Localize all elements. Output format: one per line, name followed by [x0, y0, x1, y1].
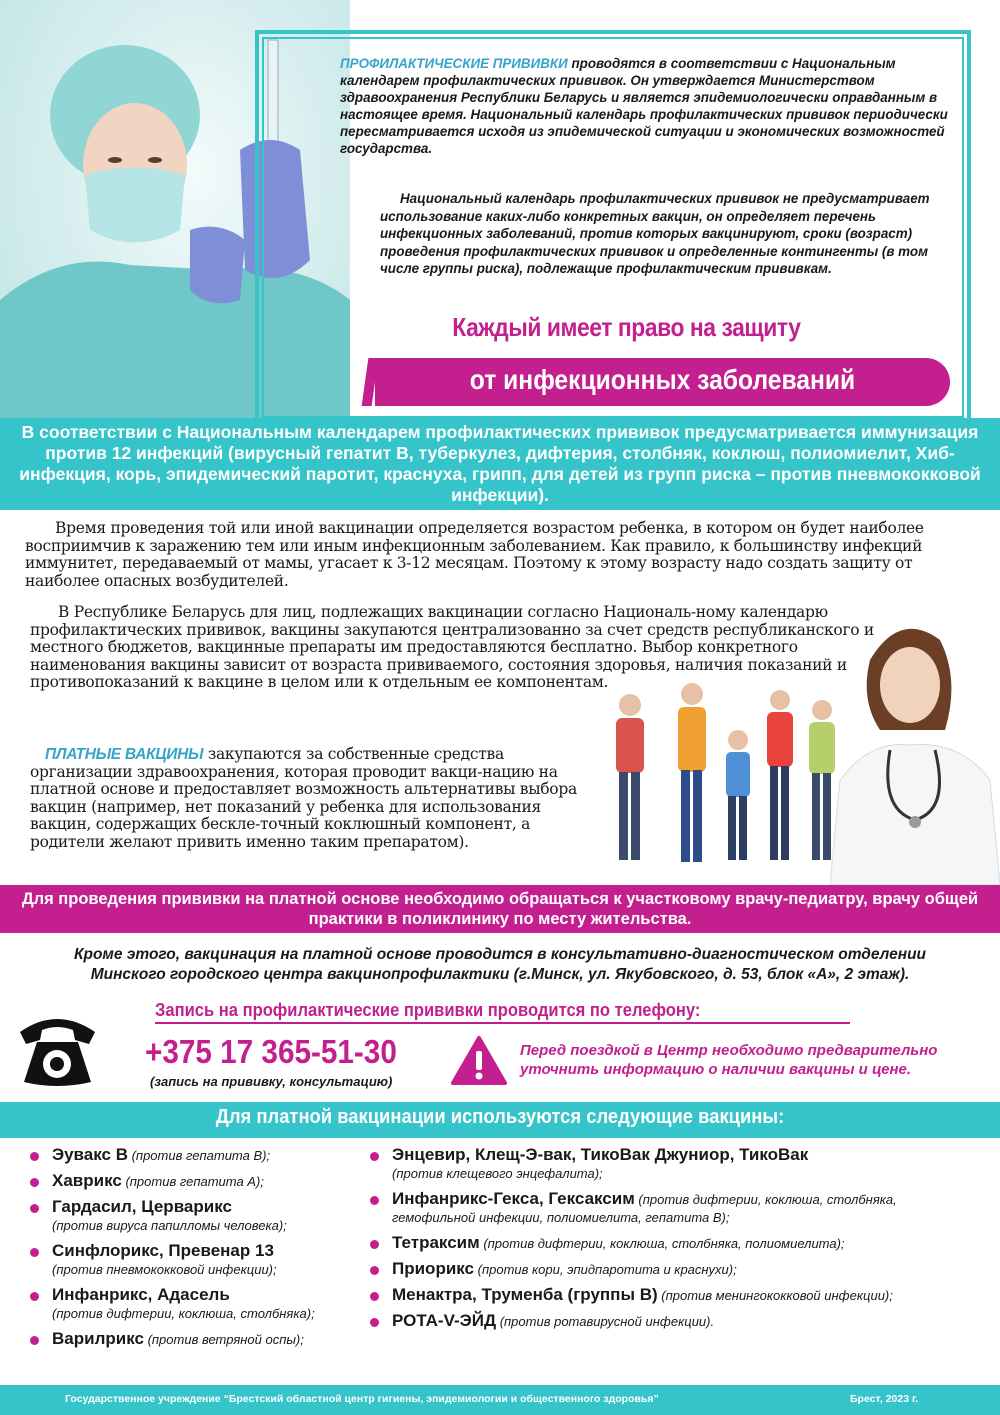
list-item	[30, 1197, 370, 1235]
vaccine-desc: (против дифтерии, коклюша, столбняка, полиомиелита);	[479, 1236, 845, 1251]
vaccine-desc: (против дифтерии, коклюша, столбняка, гемофильной инфекции, полиомиелита, гепатита В);	[392, 1192, 897, 1225]
vaccines-list-left	[30, 1145, 370, 1355]
list-item	[30, 1241, 370, 1279]
vaccine-desc: (против менингококковой инфекции);	[657, 1288, 893, 1303]
vaccine-desc: (против клещевого энцефалита);	[392, 1166, 603, 1181]
vaccine-name: Инфанрикс, Адасель	[52, 1285, 230, 1304]
vaccine-desc: (против пневмококковой инфекции);	[52, 1262, 277, 1277]
footer-organization: Государственное учреждение “Брестский областной центр гигиены, эпидемиологии и общественного здоровья”	[65, 1393, 659, 1405]
headline-line-2: от инфекционных заболеваний	[469, 364, 856, 395]
vaccine-desc: (против вируса папилломы человека);	[52, 1218, 287, 1233]
vaccines-title: Для платной вакцинации используются следующие вакцины:	[215, 1106, 785, 1128]
vaccine-desc: (против ветряной оспы);	[143, 1332, 304, 1347]
paid-vaccines-lead: ПЛАТНЫЕ ВАКЦИНЫ	[45, 746, 204, 763]
phone-number[interactable]: +375 17 365-51-30	[145, 1033, 397, 1070]
telephone-icon	[15, 1010, 100, 1090]
body-paragraph-2: В Республике Беларусь для лиц, подлежащих вакцинации согласно Националь-ному календарю профилактических прививок, вакцины закупаются централизованно за счет средств республиканского и местного бюджетов, вакцинные препараты им предоставляются бесплатно. Выбор конкретного наименования вакцины зависит от возраста прививаемого, состояния здоровья, наличия показаний и противопоказаний к вакцине в целом или к отдельным ее компонентам.	[30, 603, 874, 691]
vaccine-name: Хаврикс	[52, 1171, 122, 1190]
vaccine-name: Менактра, Труменба (группы В)	[392, 1285, 658, 1304]
vaccine-name: Варилрикс	[52, 1329, 144, 1348]
warning-text: Перед поездкой в Центр необходимо предварительно уточнить информацию о наличии вакцины и цене.	[520, 1042, 938, 1078]
list-item	[30, 1285, 370, 1323]
vaccine-name: Тетраксим	[392, 1233, 480, 1252]
body-paragraph-3	[30, 746, 605, 851]
calendar-infections-text: В соответствии с Национальным календарем профилактических прививок предусматривается иммунизация против 12 инфекций (вирусный гепатит В, туберкулез, дифтерия, столбняк, коклюш, полиомиелит, Хиб-инфекция, корь, эпидемический паротит, краснуха, грипп, для детей из групп риска – против пневмококковой инфекции).	[19, 422, 981, 505]
intro-text: проводятся в соответствии с Национальным календарем профилактических прививок. Он утверждается Министерством здравоохранения Республики Беларусь и является эпидемиологически оправданным в настоящее время. Национальный календарь профилактических прививок периодически пересматривается исходя из эпидемической ситуации и экономических возможностей государства.	[340, 56, 948, 156]
vaccine-desc: (против кори, эпидпаротита и краснухи);	[474, 1262, 737, 1277]
list-item	[370, 1189, 980, 1227]
list-item	[30, 1145, 370, 1165]
intro-paragraph-2: Национальный календарь профилактических прививок не предусматривает использование каких-либо конкретных вакцин, он определяет перечень инфекционных заболеваний, против которых вакцинируют, сроки (возраст) проведения профилактических прививок и определенные контингенты (в том числе группы риска), подлежащие профилактическим прививкам.	[380, 191, 930, 276]
vaccine-name: Инфанрикс-Гекса, Гексаксим	[392, 1189, 635, 1208]
vaccine-name: Энцевир, Клещ-Э-вак, ТикоВак Джуниор, ТикоВак	[392, 1145, 809, 1164]
list-item	[370, 1285, 980, 1305]
headline-line-1: Каждый имеет право на защиту	[452, 312, 801, 342]
vaccines-list-right	[370, 1145, 980, 1337]
warning-icon	[450, 1035, 508, 1087]
vaccine-name: Приорикс	[392, 1259, 475, 1278]
body-paragraph-1: Время проведения той или иной вакцинации определяется возрастом ребенка, в котором он будет наиболее восприимчив к заражению тем или иным инфекционным заболеванием. Как правило, к большинству инфекций иммунитет, передаваемый от мамы, угасает к 3-12 месяцам. Поэтому к этому возрасту надо создать защиту от наиболее опасных возбудителей.	[25, 519, 924, 590]
list-item	[30, 1171, 370, 1191]
vaccine-name: РОТА-V-ЭЙД	[392, 1311, 497, 1330]
paid-basis-text: Для проведения прививки на платной основе необходимо обращаться к участковому врачу-педиатру, врачу общей практики в поликлинику по месту жительства.	[21, 890, 979, 928]
vaccine-name: Эувакс В	[52, 1145, 128, 1164]
intro-paragraph	[340, 55, 955, 157]
booking-underline	[155, 1022, 850, 1024]
vaccine-desc: (против гепатита А);	[121, 1174, 264, 1189]
vaccine-desc: (против ротавирусной инфекции).	[496, 1314, 715, 1329]
phone-note: (запись на прививку, консультацию)	[150, 1074, 393, 1089]
minsk-center-text: Кроме этого, вакцинация на платной основе проводится в консультативно-диагностическом отделении Минского городского центра вакцинопрофилактики (г.Минск, ул. Якубовского, д. 53, блок «А», 2 этаж).	[73, 946, 927, 983]
paid-vaccines-text: закупаются за собственные средства организации здравоохранения, которая проводит вакци-нацию на платной основе и предоставляет возможность альтернативы выбора вакцин (например, нет показаний у ребенка для использования вакцин, содержащих бескле-точный коклюшный компонент, а родители желают привить именно таким препаратом).	[30, 745, 577, 851]
list-item	[30, 1329, 370, 1349]
vaccine-name: Гардасил, Церварикс	[52, 1197, 232, 1216]
list-item	[370, 1311, 980, 1331]
list-item	[370, 1259, 980, 1279]
vaccine-desc: (против дифтерии, коклюша, столбняка);	[52, 1306, 315, 1321]
booking-title: Запись на профилактические прививки проводится по телефону:	[155, 1000, 701, 1020]
footer-place-year: Брест, 2023 г.	[850, 1393, 919, 1405]
intro-lead: ПРОФИЛАКТИЧЕСКИЕ ПРИВИВКИ	[340, 56, 568, 71]
list-item	[370, 1145, 980, 1183]
doctor-photo	[830, 610, 1000, 885]
vaccine-desc: (против гепатита В);	[127, 1148, 271, 1163]
list-item	[370, 1233, 980, 1253]
family-photo	[600, 680, 850, 870]
vaccine-name: Синфлорикс, Превенар 13	[52, 1241, 274, 1260]
